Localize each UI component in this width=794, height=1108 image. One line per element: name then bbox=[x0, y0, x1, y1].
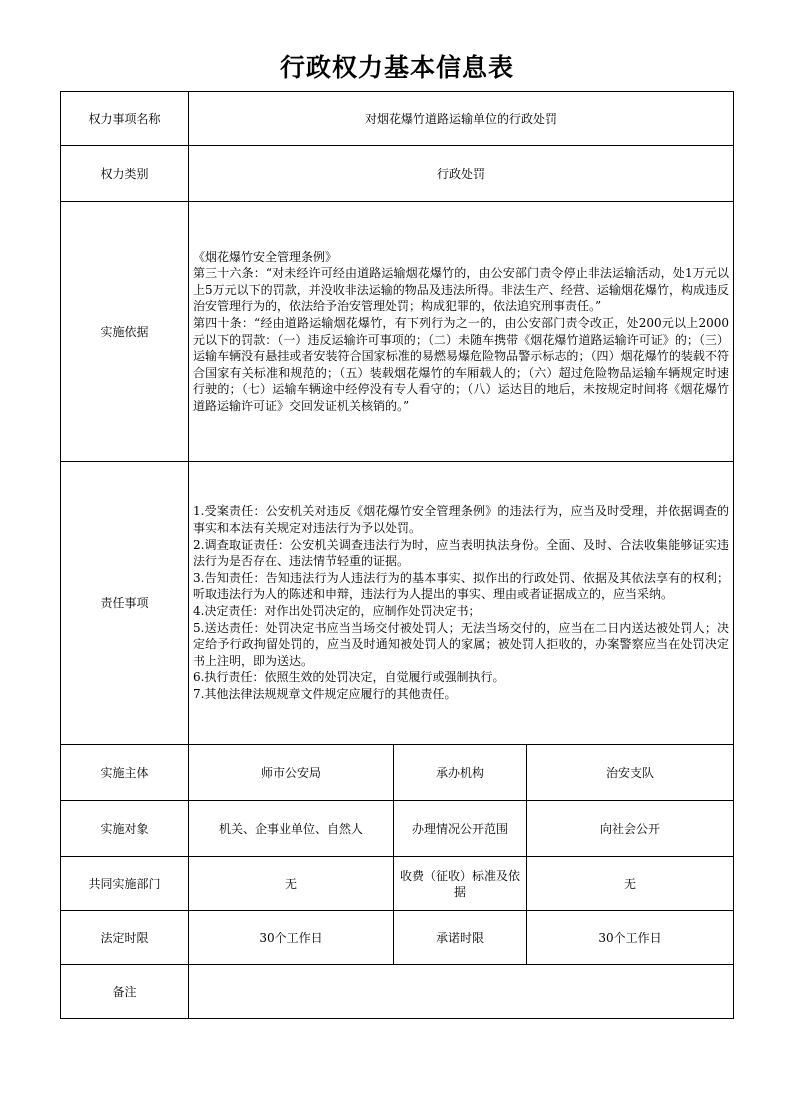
legal-limit-value: 30个工作日 bbox=[189, 911, 394, 965]
responsibility-line: 4.决定责任：对作出处罚决定的，应制作处罚决定书； bbox=[193, 604, 481, 618]
responsibility-line: 7.其他法律法规规章文件规定应履行的其他责任。 bbox=[193, 686, 457, 701]
item-name-value: 对烟花爆竹道路运输单位的行政处罚 bbox=[189, 92, 734, 146]
basis-line: 第四十条：“经由道路运输烟花爆竹，有下列行为之一的，由公安部门责令改正，处200元以上2000元以下的罚款：（一）违反运输许可事项的；（二）未随车携带《烟花爆竹道路运输许可证》的；（三）运输车辆没有悬挂或者安装符合国家标准的易燃易爆危险物品警示标志的；（四）烟花爆竹的装载不符合国家有关标准和规范的；（五）装载烟花爆竹的车厢载人的；（六）超过危险物品运输车辆规定时速行驶的；（七）运输车辆途中经停没有专人看守的；（八）运达目的地后，未按规定时间将《烟花爆竹道路运输许可证》交回发证机关核销的。” bbox=[193, 315, 730, 413]
undertaking-label: 承办机构 bbox=[394, 745, 527, 801]
disclosure-label: 办理情况公开范围 bbox=[394, 801, 527, 857]
legal-limit-label: 法定时限 bbox=[61, 911, 189, 965]
row-time-limit bbox=[61, 911, 734, 965]
category-value: 行政处罚 bbox=[189, 146, 734, 202]
row-remarks bbox=[61, 965, 734, 1019]
target-label: 实施对象 bbox=[61, 801, 189, 857]
subject-value: 师市公安局 bbox=[189, 745, 394, 801]
item-name-label: 权力事项名称 bbox=[61, 92, 189, 146]
disclosure-value: 向社会公开 bbox=[527, 801, 734, 857]
row-basis bbox=[61, 202, 734, 462]
fee-label: 收费（征收）标准及依据 bbox=[394, 857, 527, 911]
row-target bbox=[61, 801, 734, 857]
responsibility-line: 6.执行责任：依照生效的处罚决定，自觉履行或强制执行。 bbox=[193, 670, 505, 685]
basis-label: 实施依据 bbox=[61, 202, 189, 462]
info-table bbox=[60, 91, 734, 1019]
responsibility-content bbox=[189, 462, 734, 745]
basis-line: 《烟花爆竹安全管理条例》 bbox=[193, 249, 338, 264]
row-responsibility bbox=[61, 462, 734, 745]
row-subject bbox=[61, 745, 734, 801]
page-title: 行政权力基本信息表 bbox=[279, 53, 514, 82]
remarks-value bbox=[189, 965, 734, 1019]
category-label: 权力类别 bbox=[61, 146, 189, 202]
responsibility-label: 责任事项 bbox=[61, 462, 189, 745]
row-item-name bbox=[61, 92, 734, 146]
responsibility-line: 5.送达责任：处罚决定书应当当场交付被处罚人；无法当场交付的，应当在二日内送达被处罚人；决定给予行政拘留处罚的，应当及时通知被处罚人的家属；被处罚人拒收的，办案警察应当在处罚决定书上注明，即为送达。 bbox=[193, 620, 730, 668]
joint-dept-label: 共同实施部门 bbox=[61, 857, 189, 911]
promise-limit-value: 30个工作日 bbox=[527, 911, 734, 965]
fee-value: 无 bbox=[527, 857, 734, 911]
responsibility-line: 1.受案责任：公安机关对违反《烟花爆竹安全管理条例》的违法行为，应当及时受理，并依据调查的事实和本法有关规定对违法行为予以处罚。 bbox=[193, 504, 730, 536]
responsibility-line: 3.告知责任：告知违法行为人违法行为的基本事实、拟作出的行政处罚、依据及其依法享有的权利；听取违法行为人的陈述和申辩，违法行为人提出的事实、理由或者证据成立的，应当采纳。 bbox=[193, 570, 730, 602]
undertaking-value: 治安支队 bbox=[527, 745, 734, 801]
target-value: 机关、企事业单位、自然人 bbox=[189, 801, 394, 857]
basis-line: 第三十六条：“对未经许可经由道路运输烟花爆竹的，由公安部门责令停止非法运输活动，处1万元以上5万元以下的罚款，并没收非法运输的物品及违法所得。非法生产、经营、运输烟花爆竹，构成违反治安管理行为的，依法给予治安管理处罚；构成犯罪的，依法追究刑事责任。” bbox=[193, 266, 730, 314]
promise-limit-label: 承诺时限 bbox=[394, 911, 527, 965]
row-category bbox=[61, 146, 734, 202]
remarks-label: 备注 bbox=[61, 965, 189, 1019]
basis-content bbox=[189, 202, 734, 462]
row-joint-dept bbox=[61, 857, 734, 911]
subject-label: 实施主体 bbox=[61, 745, 189, 801]
joint-dept-value: 无 bbox=[189, 857, 394, 911]
responsibility-line: 2.调查取证责任：公安机关调查违法行为时，应当表明执法身份。全面、及时、合法收集能够证实违法行为是否存在、违法情节轻重的证据。 bbox=[193, 537, 730, 569]
